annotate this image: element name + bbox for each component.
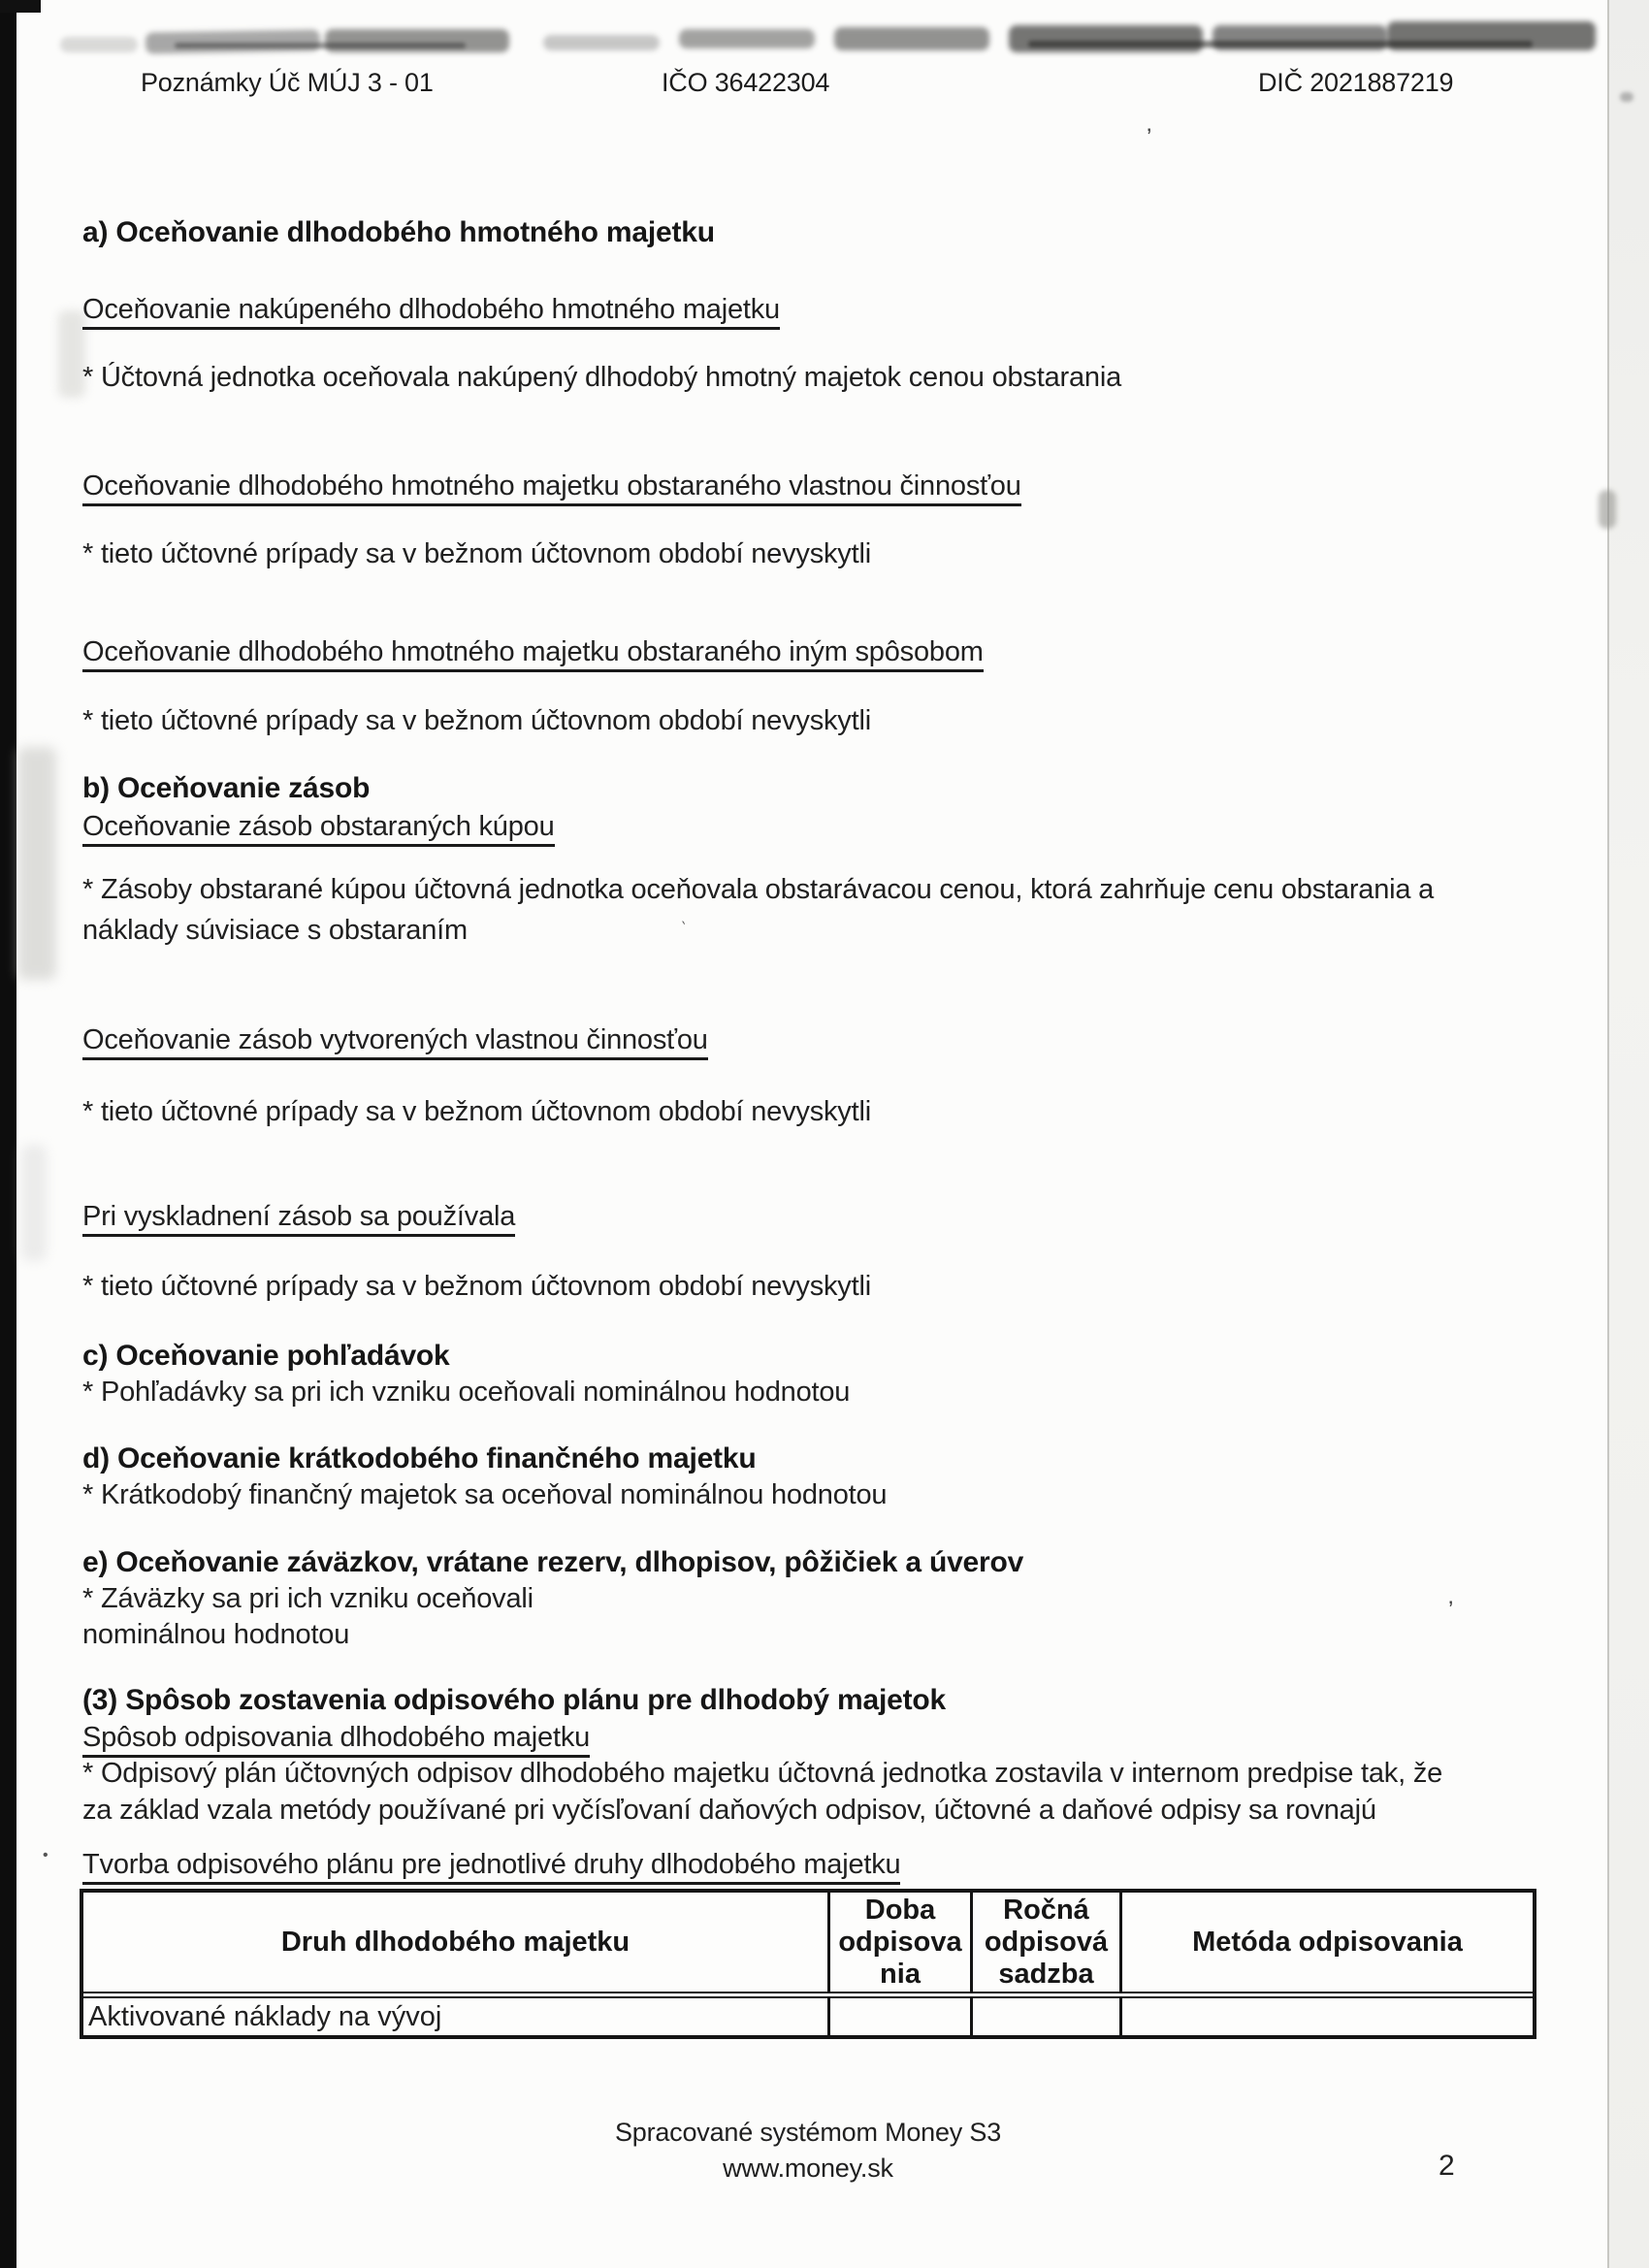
section-a-subheading-2: Oceňovanie dlhodobého hmotného majetku obstaraného vlastnou činnosťou — [82, 472, 1021, 506]
section-3-paragraph-line-2: za základ vzala metódy používané pri vyčísľovaní daňových odpisov, účtovné a daňové odpisy sa rovnajú — [82, 1795, 1376, 1826]
section-c-paragraph: * Pohľadávky sa pri ich vzniku oceňovali nominálnou hodnotou — [82, 1377, 851, 1408]
footer-website: www.money.sk — [723, 2154, 893, 2183]
scan-smudge — [1599, 490, 1616, 529]
scan-smudge — [58, 310, 85, 398]
scan-smudge — [1028, 41, 1533, 48]
column-header-annual-rate: Ročná odpisová sadzba — [973, 1893, 1122, 1992]
section-3-paragraph-line-1: * Odpisový plán účtovných odpisov dlhodobého majetku účtovná jednotka zostavila v internom predpise tak, že — [82, 1758, 1443, 1789]
section-a-paragraph-1: * Účtovná jednotka oceňovala nakúpený dlhodobý hmotný majetok cenou obstarania — [82, 362, 1122, 393]
section-b-subheading-3: Pri vyskladnení zásob sa používala — [82, 1203, 515, 1237]
cell-annual-rate — [973, 1998, 1122, 2035]
section-d-paragraph: * Krátkodobý finančný majetok sa oceňoval nominálnou hodnotou — [82, 1479, 888, 1510]
scan-speck: • — [43, 1847, 48, 1863]
section-a-subheading-3: Oceňovanie dlhodobého hmotného majetku obstaraného iným spôsobom — [82, 638, 984, 672]
ico-number: IČO 36422304 — [662, 68, 830, 97]
scan-smudge — [1620, 92, 1633, 102]
section-b-paragraph-3: * tieto účtovné prípady sa v bežnom účtovnom období nevyskytli — [82, 1271, 871, 1302]
section-e-paragraph-line-2: nominálnou hodnotou — [82, 1619, 350, 1650]
scan-smudge — [21, 1145, 47, 1261]
cell-method — [1122, 1998, 1533, 2035]
form-identifier: Poznámky Úč MÚJ 3 - 01 — [141, 68, 434, 97]
depreciation-plan-table — [80, 1889, 1536, 2039]
scan-smudge — [834, 27, 989, 50]
section-b-title: b) Oceňovanie zásob — [82, 772, 371, 804]
scan-smudge — [325, 29, 509, 52]
section-b-subheading-2: Oceňovanie zásob vytvorených vlastnou činnosťou — [82, 1026, 708, 1060]
section-a-title: a) Oceňovanie dlhodobého hmotného majetku — [82, 216, 715, 248]
dic-number: DIČ 2021887219 — [1258, 68, 1454, 97]
page-number: 2 — [1439, 2150, 1455, 2182]
scan-speck: ’ — [1448, 1597, 1454, 1623]
section-e-paragraph-line-1: * Záväzky sa pri ich vzniku oceňovali — [82, 1583, 534, 1614]
section-a-subheading-1: Oceňovanie nakúpeného dlhodobého hmotného majetku — [82, 296, 780, 330]
scan-smudge — [146, 29, 320, 53]
scan-smudge — [679, 29, 815, 49]
column-header-depreciation-period: Doba odpisova nia — [830, 1893, 973, 1992]
section-a-paragraph-3: * tieto účtovné prípady sa v bežnom účtovnom období nevyskytli — [82, 705, 871, 736]
section-3-subheading: Spôsob odpisovania dlhodobého majetku — [82, 1724, 590, 1758]
section-d-title: d) Oceňovanie krátkodobého finančného majetku — [82, 1442, 757, 1474]
scan-edge-strip-left — [0, 0, 16, 2268]
scan-smudge — [175, 43, 466, 49]
scan-smudge — [543, 35, 660, 50]
cell-asset-type: Aktivované náklady na vývoj — [83, 1998, 830, 2035]
table-row — [83, 1998, 1533, 2035]
section-3-title: (3) Spôsob zostavenia odpisového plánu pre dlhodobý majetok — [82, 1684, 946, 1716]
table-caption: Tvorba odpisového plánu pre jednotlivé druhy dlhodobého majetku — [82, 1851, 900, 1885]
cell-depreciation-period — [830, 1998, 973, 2035]
table-header-row — [83, 1893, 1533, 1998]
section-e-title: e) Oceňovanie záväzkov, vrátane rezerv, dlhopisov, pôžičiek a úverov — [82, 1546, 1024, 1578]
column-header-method: Metóda odpisovania — [1192, 1926, 1463, 1958]
section-b-subheading-1: Oceňovanie zásob obstaraných kúpou — [82, 813, 555, 847]
scan-edge-corner — [0, 0, 41, 13]
section-b-paragraph-1-line-1: * Zásoby obstarané kúpou účtovná jednotka oceňovala obstarávacou cenou, ktorá zahrňuje cenu obstarania a — [82, 874, 1435, 905]
column-header-asset-type: Druh dlhodobého majetku — [83, 1893, 830, 1992]
section-a-paragraph-2: * tieto účtovné prípady sa v bežnom účtovnom období nevyskytli — [82, 538, 871, 569]
scan-smudge — [17, 747, 56, 980]
scan-page-seam-right — [1607, 0, 1649, 2268]
scan-smudge — [1009, 25, 1203, 52]
section-b-paragraph-1-line-2: náklady súvisiace s obstaraním — [82, 915, 468, 946]
scan-speck: ’ — [1147, 124, 1152, 150]
scan-speck: ` — [676, 918, 688, 939]
footer-generator-line: Spracované systémom Money S3 — [614, 2118, 1002, 2147]
scan-smudge — [60, 37, 138, 52]
section-b-paragraph-2: * tieto účtovné prípady sa v bežnom účtovnom období nevyskytli — [82, 1096, 871, 1127]
section-c-title: c) Oceňovanie pohľadávok — [82, 1340, 450, 1372]
